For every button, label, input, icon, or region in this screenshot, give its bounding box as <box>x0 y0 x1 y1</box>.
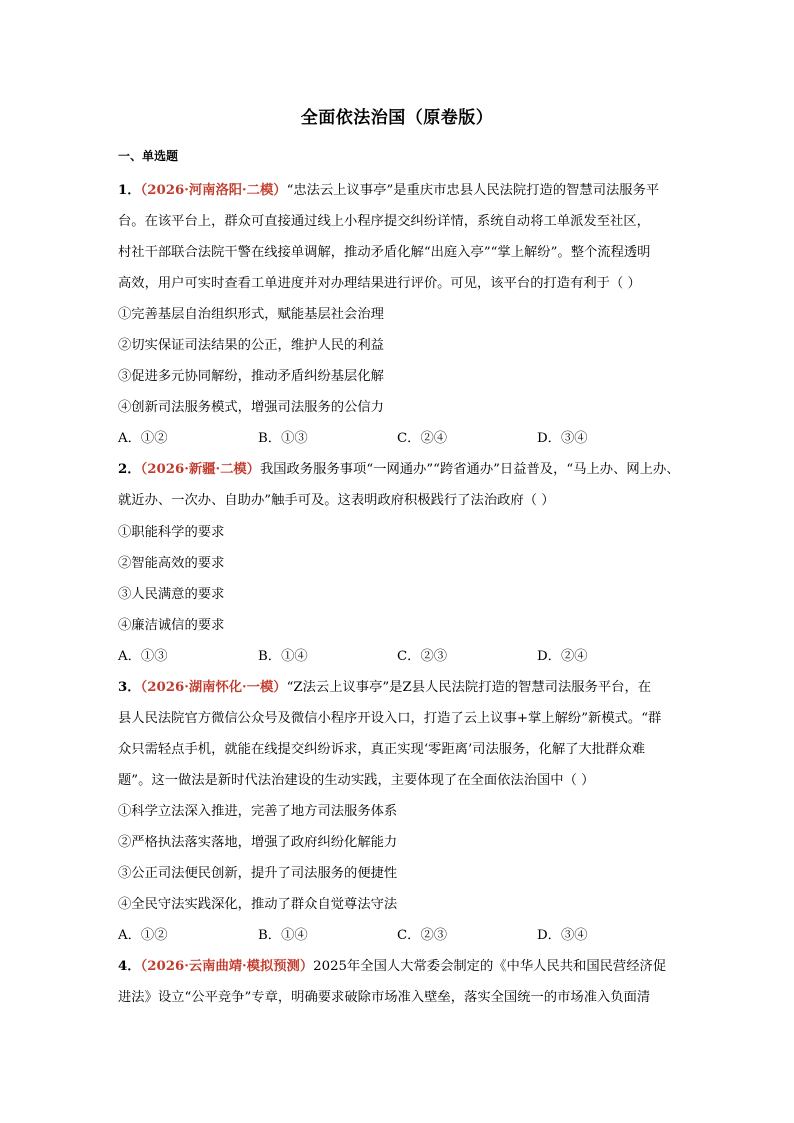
statement-2: ②智能高效的要求 <box>118 556 225 571</box>
statement-4: ④廉洁诚信的要求 <box>118 618 225 633</box>
question-number: 3． <box>118 680 141 695</box>
option-a: A．①② <box>118 928 168 943</box>
option-c: C．②④ <box>397 431 448 446</box>
question-text: 2025年全国人大常委会制定的《中华人民共和国民营经济促 <box>313 959 667 974</box>
question-source: （2026·湖南怀化·一模） <box>140 680 287 695</box>
question-source: （2026·河南洛阳·二模） <box>140 183 287 198</box>
option-a: A．①② <box>118 431 168 446</box>
option-d: D．③④ <box>537 431 588 446</box>
statement-2: ②严格执法落实落地，增强了政府纠纷化解能力 <box>118 835 398 850</box>
question-2-line-2: 就近办、一次办、自助办”触手可及。这表明政府积极践行了法治政府（ ） <box>118 493 555 508</box>
question-number: 2． <box>118 462 141 477</box>
question-source: （2026·新疆·二模） <box>140 462 260 477</box>
statement-4: ④创新司法服务模式，增强司法服务的公信力 <box>118 400 384 415</box>
question-source: （2026·云南曲靖·模拟预测） <box>140 959 314 974</box>
question-text: “忠法云上议事亭”是重庆市忠县人民法院打造的智慧司法服务平 <box>286 183 660 198</box>
option-b: B．①③ <box>258 431 308 446</box>
question-1-line-4: 高效，用户可实时查看工单进度并对办理结果进行评价。可见，该平台的打造有利于（ ） <box>118 276 641 291</box>
question-3-line-1 <box>118 676 688 695</box>
question-text: “Z法云上议事亭”是Z县人民法院打造的智慧司法服务平台，在 <box>286 680 652 695</box>
question-number: 1． <box>118 183 141 198</box>
page-title: 全面依法治国（原卷版） <box>300 108 494 128</box>
question-3-line-2: 县人民法院官方微信公众号及微信小程序开设入口，打造了云上议事+掌上解纷”新模式。“群 <box>118 711 662 726</box>
option-d: D．③④ <box>537 928 588 943</box>
statement-1: ①职能科学的要求 <box>118 525 225 540</box>
question-2-line-1 <box>118 458 688 477</box>
question-number: 4． <box>118 959 141 974</box>
question-1-line-3: 村社干部联合法院干警在线接单调解，推动矛盾化解“出庭入亭”“掌上解纷”。整个流程透明 <box>118 245 651 260</box>
option-b: B．①④ <box>258 928 308 943</box>
statement-2: ②切实保证司法结果的公正，维护人民的利益 <box>118 338 384 353</box>
question-3-line-3: 众只需轻点手机，就能在线提交纠纷诉求，真正实现‘零距离’司法服务，化解了大批群众难 <box>118 742 646 757</box>
statement-1: ①完善基层自治组织形式，赋能基层社会治理 <box>118 307 384 322</box>
option-c: C．②③ <box>397 649 448 664</box>
option-b: B．①④ <box>258 649 308 664</box>
question-1-line-2: 台。在该平台上，群众可直接通过线上小程序提交纠纷详情，系统自动将工单派发至社区， <box>118 214 650 229</box>
statement-1: ①科学立法深入推进，完善了地方司法服务体系 <box>118 804 398 819</box>
question-3-line-4: 题”。这一做法是新时代法治建设的生动实践，主要体现了在全面依法治国中（ ） <box>118 773 595 788</box>
statement-3: ③公正司法便民创新，提升了司法服务的便捷性 <box>118 866 398 881</box>
question-4-line-1 <box>118 955 688 974</box>
statement-3: ③人民满意的要求 <box>118 587 225 602</box>
option-c: C．②③ <box>397 928 448 943</box>
question-text: 我国政务服务事项“一网通办”“跨省通办”日益普及，“马上办、网上办、 <box>259 462 680 477</box>
section-heading: 一、单选题 <box>118 149 179 163</box>
option-a: A．①③ <box>118 649 168 664</box>
question-4-line-2: 进法》设立“公平竞争”专章，明确要求破除市场准入壁垒，落实全国统一的市场准入负面清 <box>118 990 651 1005</box>
question-1-line-1 <box>118 179 688 198</box>
statement-4: ④全民守法实践深化，推动了群众自觉尊法守法 <box>118 897 398 912</box>
statement-3: ③促进多元协同解纷，推动矛盾纠纷基层化解 <box>118 369 384 384</box>
option-d: D．②④ <box>537 649 588 664</box>
